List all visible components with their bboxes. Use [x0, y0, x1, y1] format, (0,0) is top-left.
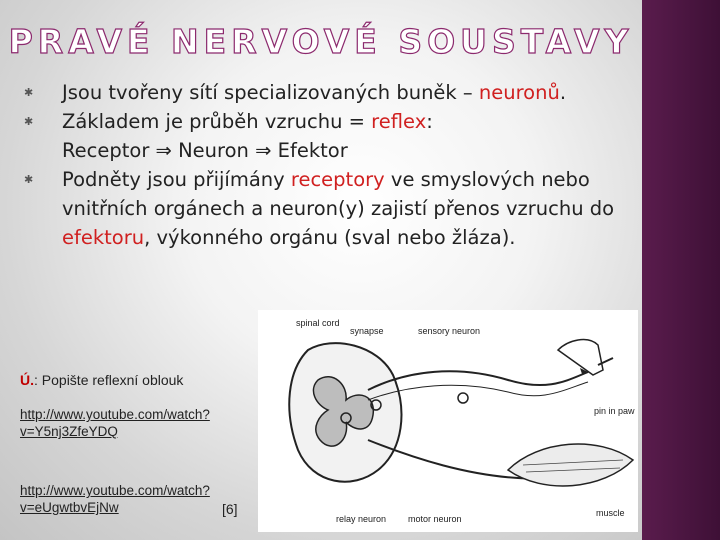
youtube-link-1[interactable]: http://www.youtube.com/watch?v=Y5nj3ZfeYDQ: [20, 407, 210, 439]
reference-marker: [6]: [222, 501, 238, 517]
sensory-cell-body: [458, 393, 468, 403]
task-prefix: Ú.: [20, 372, 34, 388]
reflex-chain: Receptor ⇒ Neuron ⇒ Efektor: [62, 139, 348, 162]
label-muscle: muscle: [596, 508, 625, 518]
reflex-arc-diagram: [258, 310, 638, 532]
task-prompt: Ú.: Popište reflexní oblouk: [20, 372, 184, 388]
label-spinal-cord: spinal cord: [296, 318, 340, 328]
bullet-3: ✱ Podněty jsou přijímány receptory ve smyslových nebo vnitřních orgánech a neuron(y) zajistí přenos vzruchu do efektoru, výkonného orgánu (sval nebo žláza).: [20, 165, 635, 252]
keyword-receptory: receptory: [290, 168, 385, 191]
bullet-marker: ✱: [24, 115, 34, 128]
label-synapse: synapse: [350, 326, 384, 336]
sensory-neuron-path-inner: [368, 382, 588, 400]
youtube-link-2[interactable]: http://www.youtube.com/watch?v=eUgwtbvEjNw: [20, 483, 210, 515]
bullet-list: [20, 78, 635, 252]
slide-title: PRAVÉ NERVOVÉ SOUSTAVY: [8, 22, 634, 61]
label-motor-neuron: motor neuron: [408, 514, 462, 524]
paw-shape: [558, 340, 603, 375]
bullet-marker: ✱: [24, 86, 34, 99]
bullet-marker: ✱: [24, 173, 34, 186]
reflex-arc-illustration: [258, 310, 638, 532]
bullet-2: ✱ Základem je průběh vzruchu = reflex: Receptor ⇒ Neuron ⇒ Efektor: [20, 107, 635, 165]
keyword-reflex: reflex: [371, 110, 427, 133]
keyword-neuronu: neuronů: [478, 81, 560, 104]
keyword-efektoru: efektoru: [62, 226, 145, 249]
label-pin-in-paw: pin in paw: [594, 406, 635, 416]
label-relay-neuron: relay neuron: [336, 514, 387, 524]
bullet-1: ✱ Jsou tvořeny sítí specializovaných buněk – neuronů.: [20, 78, 635, 107]
label-sensory-neuron: sensory neuron: [418, 326, 481, 336]
sidebar-stripe: [642, 0, 720, 540]
